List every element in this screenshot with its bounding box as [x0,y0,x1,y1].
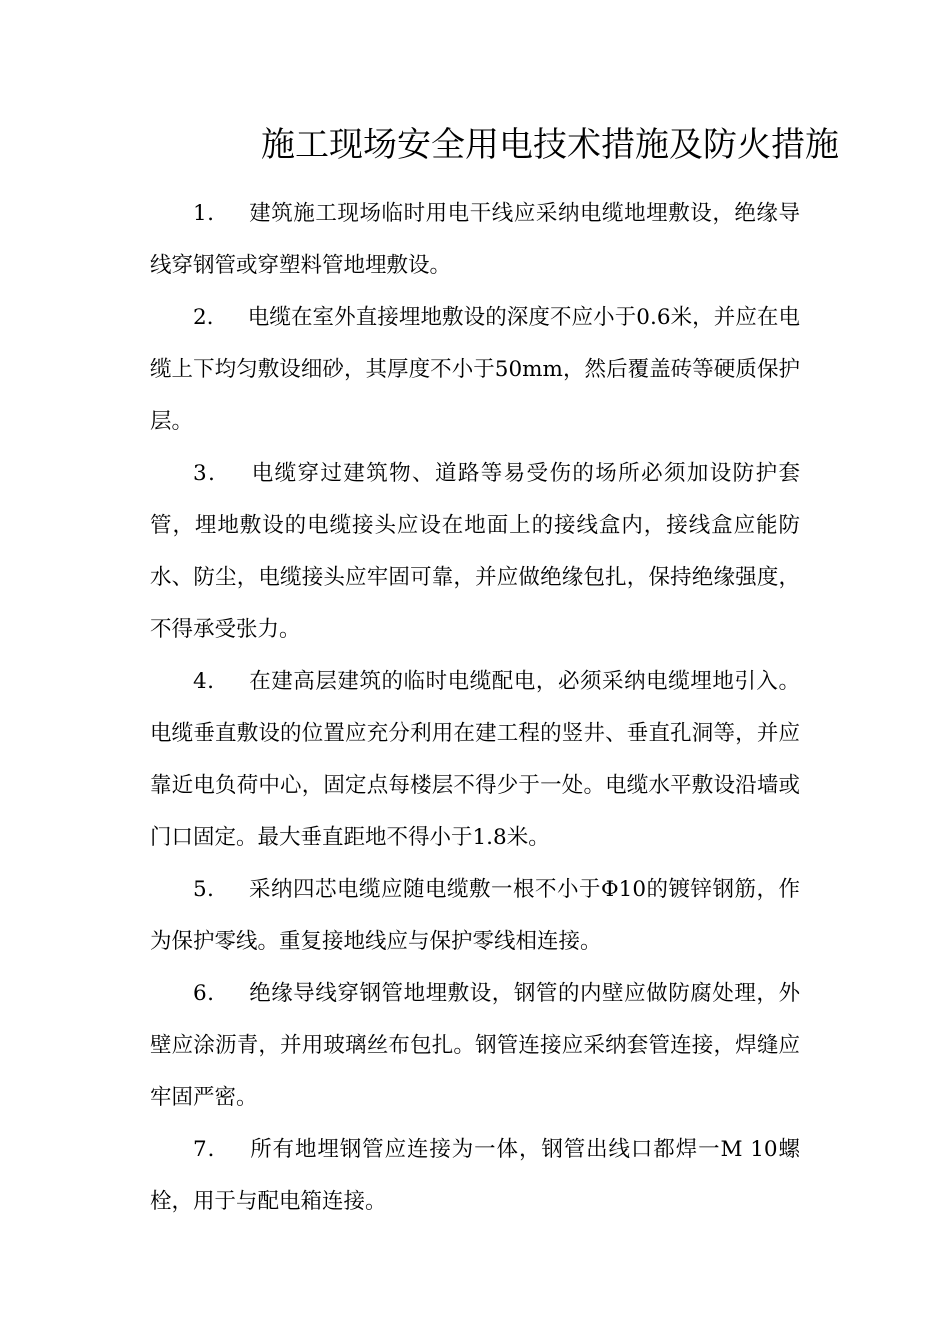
paragraph-5 [150,864,800,968]
item-text: 电缆在室外直接埋地敷设的深度不应小于0.6米，并应在电缆上下均匀敷设细砂，其厚度不小于50mm，然后覆盖砖等硬质保护层。 [150,305,800,434]
item-number: 3． [193,461,231,486]
item-text: 建筑施工现场临时用电干线应采纳电缆地埋敷设，绝缘导线穿钢管或穿塑料管地埋敷设。 [150,201,800,278]
item-text: 绝缘导线穿钢管地埋敷设，钢管的内壁应做防腐处理，外壁应涂沥青，并用玻璃丝布包扎。钢管连接应采纳套管连接，焊缝应牢固严密。 [150,981,800,1110]
item-number: 5． [193,877,230,902]
item-number: 7． [193,1137,230,1162]
item-text: 在建高层建筑的临时电缆配电，必须采纳电缆埋地引入。电缆垂直敷设的位置应充分利用在建工程的竖井、垂直孔洞等，并应靠近电负荷中心，固定点每楼层不得少于一处。电缆水平敷设沿墙或门口固定。最大垂直距地不得小于1.8米。 [150,669,800,850]
document-title: 施工现场安全用电技术措施及防火措施 [261,125,839,165]
item-number: 2． [193,305,229,330]
item-number: 4． [193,669,230,694]
paragraph-1 [150,188,800,292]
paragraph-2 [150,292,800,448]
paragraph-7 [150,1124,800,1228]
item-number: 1． [193,201,230,226]
paragraph-3 [150,448,800,656]
document-body [150,188,800,1228]
item-number: 6． [193,981,230,1006]
item-text: 采纳四芯电缆应随电缆敷一根不小于Φ10的镀锌钢筋，作为保护零线。重复接地线应与保护零线相连接。 [150,877,800,954]
paragraph-6 [150,968,800,1124]
item-text: 所有地埋钢管应连接为一体，钢管出线口都焊一M 10螺栓，用于与配电箱连接。 [150,1137,800,1214]
item-text: 电缆穿过建筑物、道路等易受伤的场所必须加设防护套管，埋地敷设的电缆接头应设在地面上的接线盒内，接线盒应能防水、防尘，电缆接头应牢固可靠，并应做绝缘包扎，保持绝缘强度，不得承受张力。 [150,461,800,642]
paragraph-4 [150,656,800,864]
